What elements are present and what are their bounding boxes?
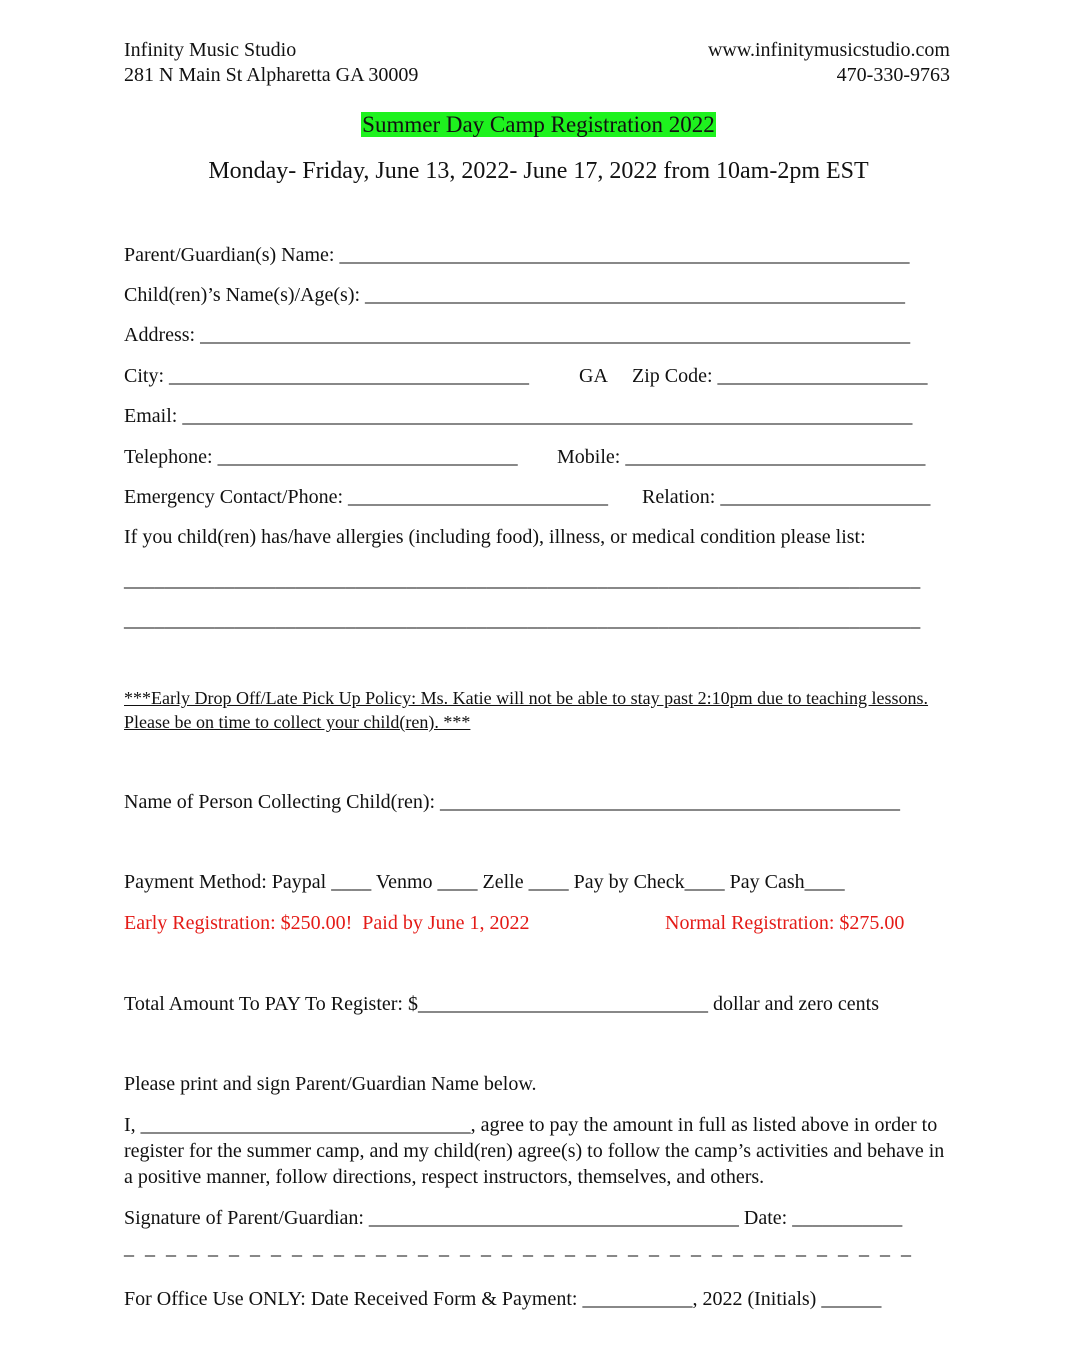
relation-field[interactable]: Relation: _____________________ — [642, 486, 931, 508]
allergies-prompt: If you child(ren) has/have allergies (including food), illness, or medical condition please list: — [124, 526, 866, 548]
allergies-line-1[interactable]: _______________________________________________________________________________ — [124, 569, 921, 591]
total-amount-field[interactable]: Total Amount To PAY To Register: $_____________________________ dollar and zero cents — [124, 993, 880, 1015]
contact-info — [708, 38, 950, 88]
agreement-text[interactable]: I, _________________________________, agree to pay the amount in full as listed above in order to register for the summer camp, and my child(ren) agree(s) to follow the camp’s activities and behave in a positive manner, follow directions, respect instructors, themselves, and others. — [124, 1114, 945, 1188]
title-wrap — [0, 111, 1077, 139]
zip-field[interactable]: Zip Code: _____________________ — [632, 365, 928, 387]
studio-address: 281 N Main St Alpharetta GA 30009 — [124, 64, 419, 86]
city-field[interactable]: City: ____________________________________ — [124, 365, 530, 387]
studio-name: Infinity Music Studio — [124, 39, 297, 61]
studio-phone: 470-330-9763 — [836, 64, 950, 86]
collector-field[interactable]: Name of Person Collecting Child(ren): ______________________________________________ — [124, 791, 901, 813]
child-name-field[interactable]: Child(ren)’s Name(s)/Age(s): ______________________________________________________ — [124, 284, 906, 306]
pickup-policy: ***Early Drop Off/Late Pick Up Policy: Ms. Katie will not be able to stay past 2:10pm due to teaching lessons. Please be on time to collect your child(ren). *** — [124, 688, 929, 732]
normal-registration-price: Normal Registration: $275.00 — [665, 912, 905, 934]
sign-instructions: Please print and sign Parent/Guardian Name below. — [124, 1073, 537, 1095]
website-link[interactable]: www.infinitymusicstudio.com — [707, 39, 950, 61]
signature-field[interactable]: Signature of Parent/Guardian: _____________________________________ Date: ___________ — [124, 1207, 903, 1229]
cut-divider: _ _ _ _ _ _ _ _ _ _ _ _ _ _ _ _ _ _ _ _ _ _ _ _ _ _ _ _ _ _ _ _ _ _ _ _ _ _ — [124, 1237, 914, 1259]
camp-dates: Monday- Friday, June 13, 2022- June 17, 2022 from 10am-2pm EST — [208, 158, 869, 184]
address-field[interactable]: Address: _______________________________________________________________________ — [124, 324, 911, 346]
studio-info — [124, 38, 418, 88]
page-title: Summer Day Camp Registration 2022 — [362, 112, 715, 137]
payment-method-field[interactable]: Payment Method: Paypal ____ Venmo ____ Zelle ____ Pay by Check____ Pay Cash____ — [124, 871, 845, 893]
parent-name-field[interactable]: Parent/Guardian(s) Name: _________________________________________________________ — [124, 244, 910, 266]
office-use-field: For Office Use ONLY: Date Received Form & Payment: ___________, 2022 (Initials) ______ — [124, 1288, 882, 1310]
email-field[interactable]: Email: _________________________________________________________________________ — [124, 405, 913, 427]
mobile-field[interactable]: Mobile: ______________________________ — [557, 446, 926, 468]
telephone-field[interactable]: Telephone: ______________________________ — [124, 446, 518, 468]
allergies-line-2[interactable]: _______________________________________________________________________________ — [124, 609, 921, 631]
state-label: GA — [579, 365, 608, 387]
early-registration-price: Early Registration: $250.00! Paid by June 1, 2022 — [124, 912, 530, 934]
emergency-contact-field[interactable]: Emergency Contact/Phone: __________________________ — [124, 486, 609, 508]
